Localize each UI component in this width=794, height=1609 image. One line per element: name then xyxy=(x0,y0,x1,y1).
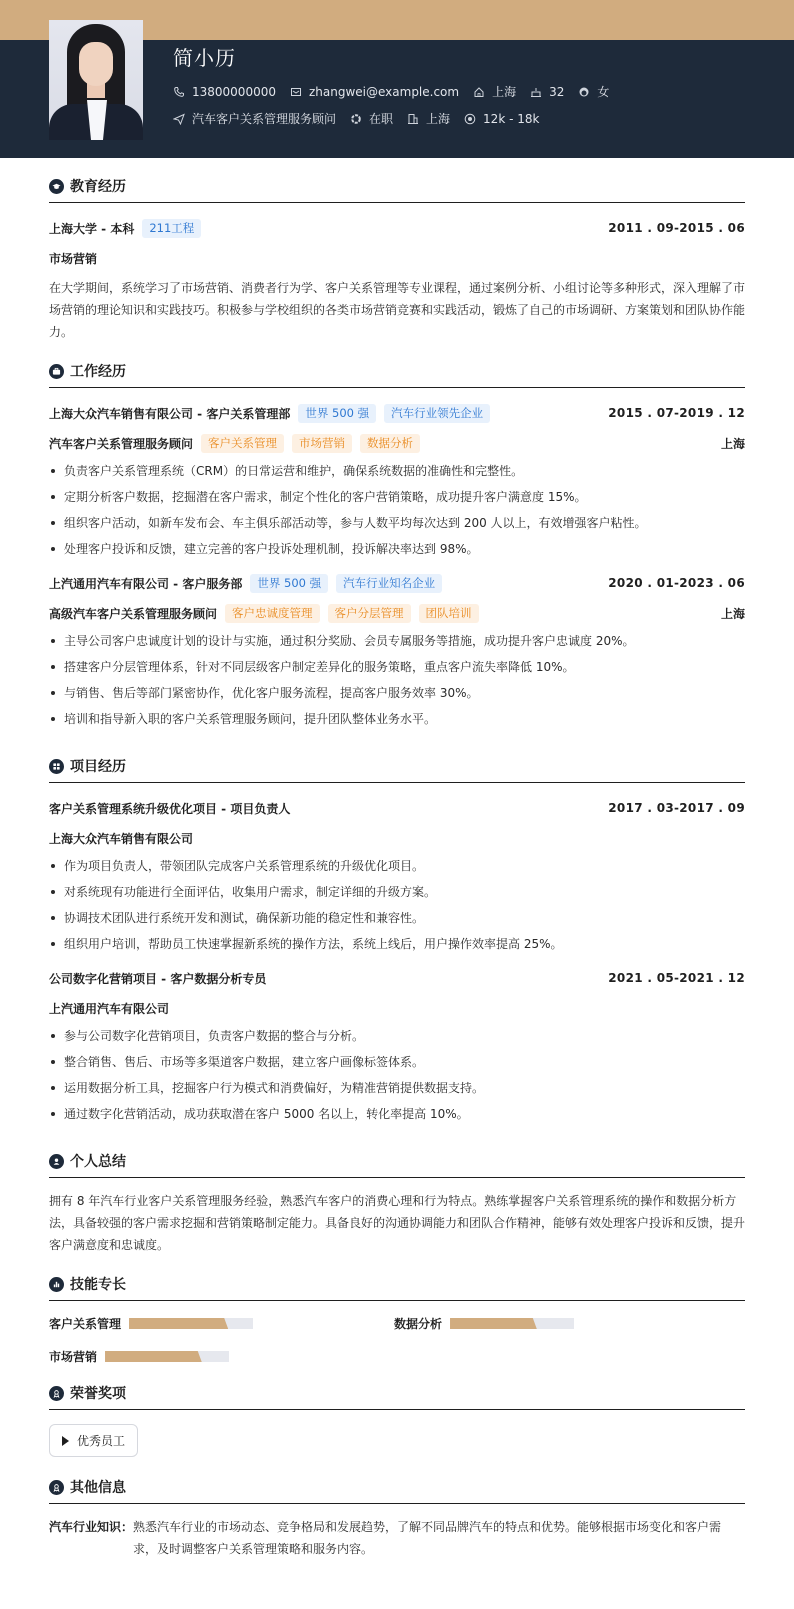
list-item: 组织客户活动，如新车发布会、车主俱乐部活动等，参与人数平均每次达到 200 人以上，有效增强客户粘性。 xyxy=(49,514,745,532)
age-icon xyxy=(530,86,542,98)
section-title: 个人总结 xyxy=(49,1151,745,1178)
section-title: 荣誉奖项 xyxy=(49,1383,745,1410)
contact-email: zhangwei@example.com xyxy=(290,85,459,99)
school-tag: 211工程 xyxy=(142,219,201,238)
skill-item: 数据分析 xyxy=(394,1315,739,1332)
company-tag: 世界 500 强 xyxy=(250,574,328,593)
skill-item: 市场营销 xyxy=(49,1348,394,1365)
skill-bar xyxy=(129,1318,253,1329)
section-title: 工作经历 xyxy=(49,361,745,388)
position-title: 汽车客户关系管理服务顾问 xyxy=(49,436,194,451)
skill-tag: 市场营销 xyxy=(292,434,352,453)
company-tag: 世界 500 强 xyxy=(298,404,376,423)
position-title: 高级汽车客户关系管理服务顾问 xyxy=(49,606,218,621)
skill-bar-fill xyxy=(450,1318,537,1329)
info-icon xyxy=(49,1480,64,1495)
section-title: 其他信息 xyxy=(49,1477,745,1504)
company-name: 上汽通用汽车有限公司 - 客户服务部 xyxy=(49,576,243,591)
bar-chart-icon xyxy=(49,1277,64,1292)
list-item: 参与公司数字化营销项目，负责客户数据的整合与分析。 xyxy=(49,1027,745,1045)
section-projects xyxy=(49,756,745,1123)
section-other xyxy=(49,1477,745,1570)
skill-item: 客户关系管理 xyxy=(49,1315,394,1332)
contact-city: 上海 xyxy=(473,83,516,100)
section-awards xyxy=(49,1383,745,1457)
intent-status: 在职 xyxy=(350,110,393,127)
other-key: 汽车行业知识： xyxy=(49,1520,134,1534)
skill-tag: 客户忠诚度管理 xyxy=(225,604,320,623)
skill-bar-fill xyxy=(129,1318,228,1329)
list-item: 协调技术团队进行系统开发和测试，确保新功能的稳定性和兼容性。 xyxy=(49,909,745,927)
skill-bar-fill xyxy=(105,1351,202,1362)
send-icon xyxy=(173,113,185,125)
section-skills xyxy=(49,1274,745,1365)
school-name: 上海大学 - 本科 xyxy=(49,221,135,236)
home-icon xyxy=(473,86,485,98)
grid-icon xyxy=(49,759,64,774)
project-company: 上海大众汽车销售有限公司 xyxy=(49,831,194,846)
work-date: 2020 . 01-2023 . 06 xyxy=(608,576,745,590)
company-tag: 汽车行业领先企业 xyxy=(384,404,490,423)
project-name: 公司数字化营销项目 - 客户数据分析专员 xyxy=(49,971,267,986)
profile-photo xyxy=(49,20,143,140)
resume-body xyxy=(0,176,794,1570)
work-date: 2015 . 07-2019 . 12 xyxy=(608,406,745,420)
project-date: 2021 . 05-2021 . 12 xyxy=(608,971,745,985)
resume-header xyxy=(0,0,794,158)
list-item: 负责客户关系管理系统（CRM）的日常运营和维护，确保系统数据的准确性和完整性。 xyxy=(49,462,745,480)
award-item: 优秀员工 xyxy=(49,1424,138,1457)
skill-tag: 客户关系管理 xyxy=(201,434,284,453)
section-title: 技能专长 xyxy=(49,1274,745,1301)
list-item: 处理客户投诉和反馈，建立完善的客户投诉处理机制，投诉解决率达到 98%。 xyxy=(49,540,745,558)
project-bullets xyxy=(49,1027,745,1123)
status-icon xyxy=(350,113,362,125)
award-icon xyxy=(49,1386,64,1401)
summary-text: 拥有 8 年汽车行业客户关系管理服务经验，熟悉汽车客户的消费心理和行为特点。熟练掌握客户关系管理系统的操作和数据分析方法，具备较强的客户需求挖掘和营销策略制定能力。具备良好的沟通协调能力和团队合作精神，能够有效处理客户投诉和反馈，提升客户满意度和忠诚度。 xyxy=(49,1194,746,1252)
project-bullets xyxy=(49,857,745,953)
gender-icon xyxy=(578,86,590,98)
company-tag: 汽车行业知名企业 xyxy=(336,574,442,593)
education-date: 2011 . 09-2015 . 06 xyxy=(608,221,745,235)
contact-row xyxy=(173,83,623,100)
list-item: 搭建客户分层管理体系，针对不同层级客户制定差异化的服务策略，重点客户流失率降低 10%。 xyxy=(49,658,745,676)
skill-tag: 数据分析 xyxy=(360,434,420,453)
skill-tag: 客户分层管理 xyxy=(328,604,411,623)
other-value: 熟悉汽车行业的市场动态、竞争格局和发展趋势，了解不同品牌汽车的特点和优势。能够根据市场变化和客户需求，及时调整客户关系管理策略和服务内容。 xyxy=(133,1520,722,1556)
triangle-right-icon xyxy=(62,1436,69,1446)
briefcase-icon xyxy=(49,364,64,379)
intent-salary: 12k - 18k xyxy=(464,112,539,126)
skill-tag: 团队培训 xyxy=(419,604,479,623)
list-item: 与销售、售后等部门紧密协作，优化客户服务流程，提高客户服务效率 30%。 xyxy=(49,684,745,702)
list-item: 培训和指导新入职的客户关系管理服务顾问，提升团队整体业务水平。 xyxy=(49,710,745,728)
intent-position: 汽车客户关系管理服务顾问 xyxy=(173,110,336,127)
list-item: 主导公司客户忠诚度计划的设计与实施，通过积分奖励、会员专属服务等措施，成功提升客户忠诚度 20%。 xyxy=(49,632,745,650)
project-entry xyxy=(49,967,745,1123)
project-entry xyxy=(49,797,745,953)
contact-age: 32 xyxy=(530,85,564,99)
list-item: 定期分析客户数据，挖掘潜在客户需求，制定个性化的客户营销策略，成功提升客户满意度 15%。 xyxy=(49,488,745,506)
section-title: 项目经历 xyxy=(49,756,745,783)
project-company: 上汽通用汽车有限公司 xyxy=(49,1001,170,1016)
work-entry xyxy=(49,402,745,558)
job-intent-row xyxy=(173,110,553,127)
work-city: 上海 xyxy=(720,436,745,451)
section-education xyxy=(49,176,745,343)
work-bullets xyxy=(49,632,745,728)
project-date: 2017 . 03-2017 . 09 xyxy=(608,801,745,815)
salary-icon xyxy=(464,113,476,125)
list-item: 运用数据分析工具，挖掘客户行为模式和消费偏好，为精准营销提供数据支持。 xyxy=(49,1079,745,1097)
work-bullets xyxy=(49,462,745,558)
section-title: 教育经历 xyxy=(49,176,745,203)
section-summary xyxy=(49,1151,745,1256)
list-item: 作为项目负责人，带领团队完成客户关系管理系统的升级优化项目。 xyxy=(49,857,745,875)
contact-gender: 女 xyxy=(578,83,609,100)
contact-phone: 13800000000 xyxy=(173,85,276,99)
list-item: 组织用户培训，帮助员工快速掌握新系统的操作方法，系统上线后，用户操作效率提高 25%。 xyxy=(49,935,745,953)
candidate-name: 简小历 xyxy=(173,46,236,70)
skills-grid xyxy=(49,1315,745,1365)
education-entry xyxy=(49,217,745,343)
project-name: 客户关系管理系统升级优化项目 - 项目负责人 xyxy=(49,801,291,816)
other-item xyxy=(49,1516,745,1560)
section-work xyxy=(49,361,745,728)
list-item: 对系统现有功能进行全面评估，收集用户需求，制定详细的升级方案。 xyxy=(49,883,745,901)
work-city: 上海 xyxy=(720,606,745,621)
company-name: 上海大众汽车销售有限公司 - 客户关系管理部 xyxy=(49,406,291,421)
mail-icon xyxy=(290,86,302,98)
major: 市场营销 xyxy=(49,251,98,266)
intent-city: 上海 xyxy=(407,110,450,127)
list-item: 通过数字化营销活动，成功获取潜在客户 5000 名以上，转化率提高 10%。 xyxy=(49,1105,745,1123)
work-entry xyxy=(49,572,745,728)
list-item: 整合销售、售后、市场等多渠道客户数据，建立客户画像标签体系。 xyxy=(49,1053,745,1071)
skill-bar xyxy=(105,1351,229,1362)
graduation-cap-icon xyxy=(49,179,64,194)
education-description: 在大学期间，系统学习了市场营销、消费者行为学、客户关系管理等专业课程，通过案例分析、小组讨论等多种形式，深入理解了市场营销的理论知识和实践技巧。积极参与学校组织的各类市场营销竞赛和实践活动，锻炼了自己的市场调研、方案策划和团队协作能力。 xyxy=(49,281,746,339)
skill-bar xyxy=(450,1318,574,1329)
phone-icon xyxy=(173,86,185,98)
building-icon xyxy=(407,113,419,125)
user-icon xyxy=(49,1154,64,1169)
